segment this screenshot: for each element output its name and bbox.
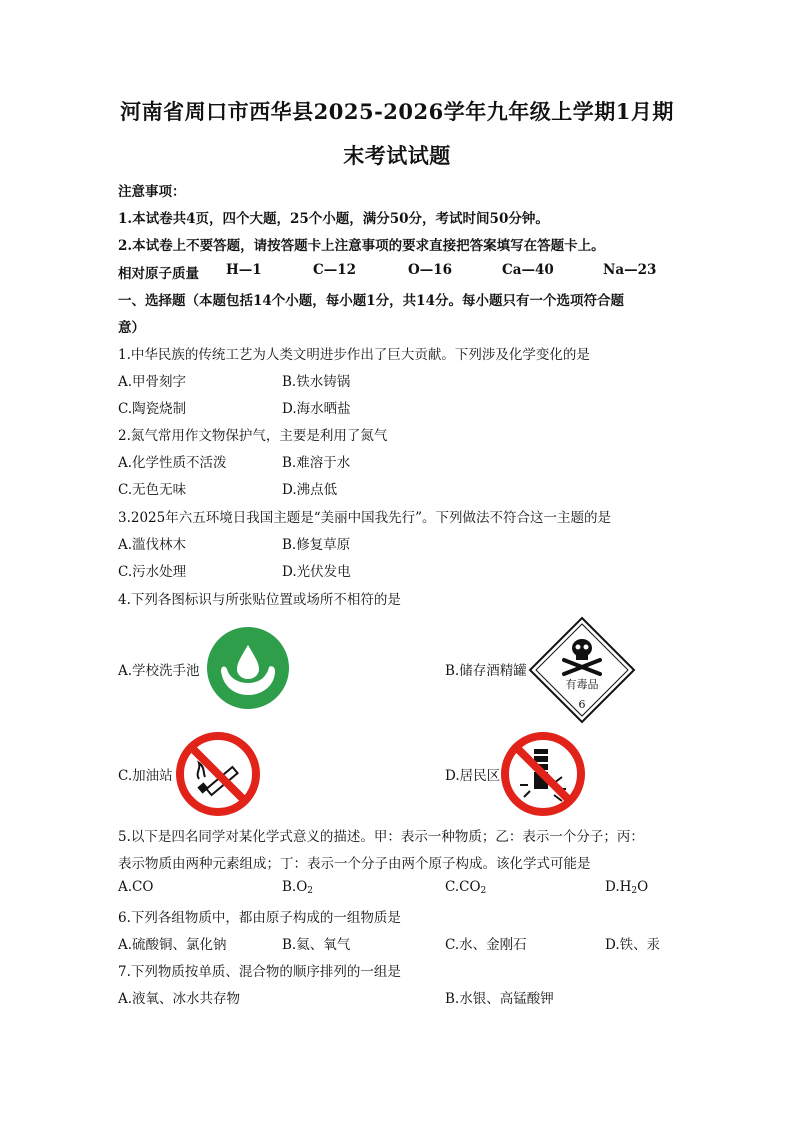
question-7-option-b: B.水银、高锰酸钾 [445,991,554,1007]
question-2-option-b: B.难溶于水 [282,455,351,471]
water-saving-sign-icon [205,625,291,711]
question-7-option-a: A.液氧、冰水共存物 [118,991,241,1007]
toxic-class-number: 6 [578,698,586,711]
atomic-mass-ca: Ca—40 [502,262,554,278]
question-6-stem: 6.下列各组物质中，都由原子构成的一组物质是 [118,910,401,926]
question-4-option-d: D.居民区 [445,768,501,784]
question-3-option-b: B.修复草原 [282,537,351,553]
question-1-option-c: C.陶瓷烧制 [118,401,187,417]
question-2-stem: 2.氮气常用作文物保护气，主要是利用了氮气 [118,428,388,444]
question-3-options-row1 [0,533,794,555]
exam-title-line1: 河南省周口市西华县2025-2026学年九年级上学期1月期 [120,99,674,124]
atomic-mass-o: O—16 [408,262,453,278]
question-3-option-d: D.光伏发电 [282,564,351,580]
question-1-option-a: A.甲骨刻字 [118,374,187,390]
notice-heading: 注意事项： [118,184,186,200]
question-6-option-b: B.氦、氧气 [282,937,351,953]
question-5-stem-line1: 5.以下是四名同学对某化学式意义的描述。甲：表示一种物质；乙：表示一个分子；丙： [118,829,644,845]
question-5-option-d: $D.H_2O$ [605,879,649,896]
question-2-options-row2 [0,478,794,500]
question-6-option-c: C.水、金刚石 [445,937,527,953]
notice-item-1: 1.本试卷共4页，四个大题，25个小题，满分50分，考试时间50分钟。 [118,211,549,227]
question-5-options-row [0,879,794,901]
question-5-stem-line2: 表示物质由两种元素组成；丁：表示一个分子由两个原子构成。该化学式可能是 [118,856,591,872]
notice-item-2: 2.本试卷上不要答题，请按答题卡上注意事项的要求直接把答案填写在答题卡上。 [118,238,605,254]
no-fireworks-sign-icon [500,731,586,817]
toxic-label: 有毒品 [565,678,599,691]
question-4-stem: 4.下列各图标识与所张贴位置或场所不相符的是 [118,592,401,608]
question-5-option-b: $B.O_2$ [282,879,314,896]
atomic-mass-na: Na—23 [603,262,657,278]
question-4-option-c: C.加油站 [118,768,173,784]
question-2-options-row1 [0,451,794,473]
question-1-option-d: D.海水晒盐 [282,401,351,417]
question-1-options-row1 [0,370,794,392]
question-4-option-b: B.储存酒精罐 [445,663,527,679]
question-7-options-row [0,987,794,1009]
question-5-option-c: $C.CO_2$ [445,879,487,896]
atomic-mass-label: 相对原子质量 [118,266,199,282]
question-6-option-d: D.铁、汞 [605,937,661,953]
exam-title-line2: 末考试试题 [343,143,451,168]
atomic-mass-c: C—12 [313,262,357,278]
atomic-mass-row [0,262,794,284]
question-2-option-a: A.化学性质不活泼 [118,455,227,471]
question-6-option-a: A.硫酸铜、氯化钠 [118,937,227,953]
question-1-options-row2 [0,397,794,419]
question-5-option-a: A.CO [118,879,154,895]
toxic-substance-sign-icon [528,616,636,724]
question-1-option-b: B.铁水铸锅 [282,374,351,390]
question-3-option-a: A.滥伐林木 [118,537,187,553]
question-2-option-d: D.沸点低 [282,482,338,498]
question-3-options-row2 [0,560,794,582]
question-3-stem: 3.2025年六五环境日我国主题是“美丽中国我先行”。下列做法不符合这一主题的是 [118,510,612,526]
atomic-mass-h: H—1 [226,262,262,278]
section-heading-line1: 一、选择题（本题包括14个小题，每小题1分，共14分。每小题只有一个选项符合题 [118,293,624,309]
no-smoking-sign-icon [175,731,261,817]
question-6-options-row [0,933,794,955]
question-2-option-c: C.无色无味 [118,482,187,498]
question-3-option-c: C.污水处理 [118,564,187,580]
question-7-stem: 7.下列物质按单质、混合物的顺序排列的一组是 [118,964,401,980]
section-heading-line2: 意） [118,320,145,336]
question-1-stem: 1.中华民族的传统工艺为人类文明进步作出了巨大贡献。下列涉及化学变化的是 [118,347,590,363]
question-4-option-a: A.学校洗手池 [118,663,200,679]
